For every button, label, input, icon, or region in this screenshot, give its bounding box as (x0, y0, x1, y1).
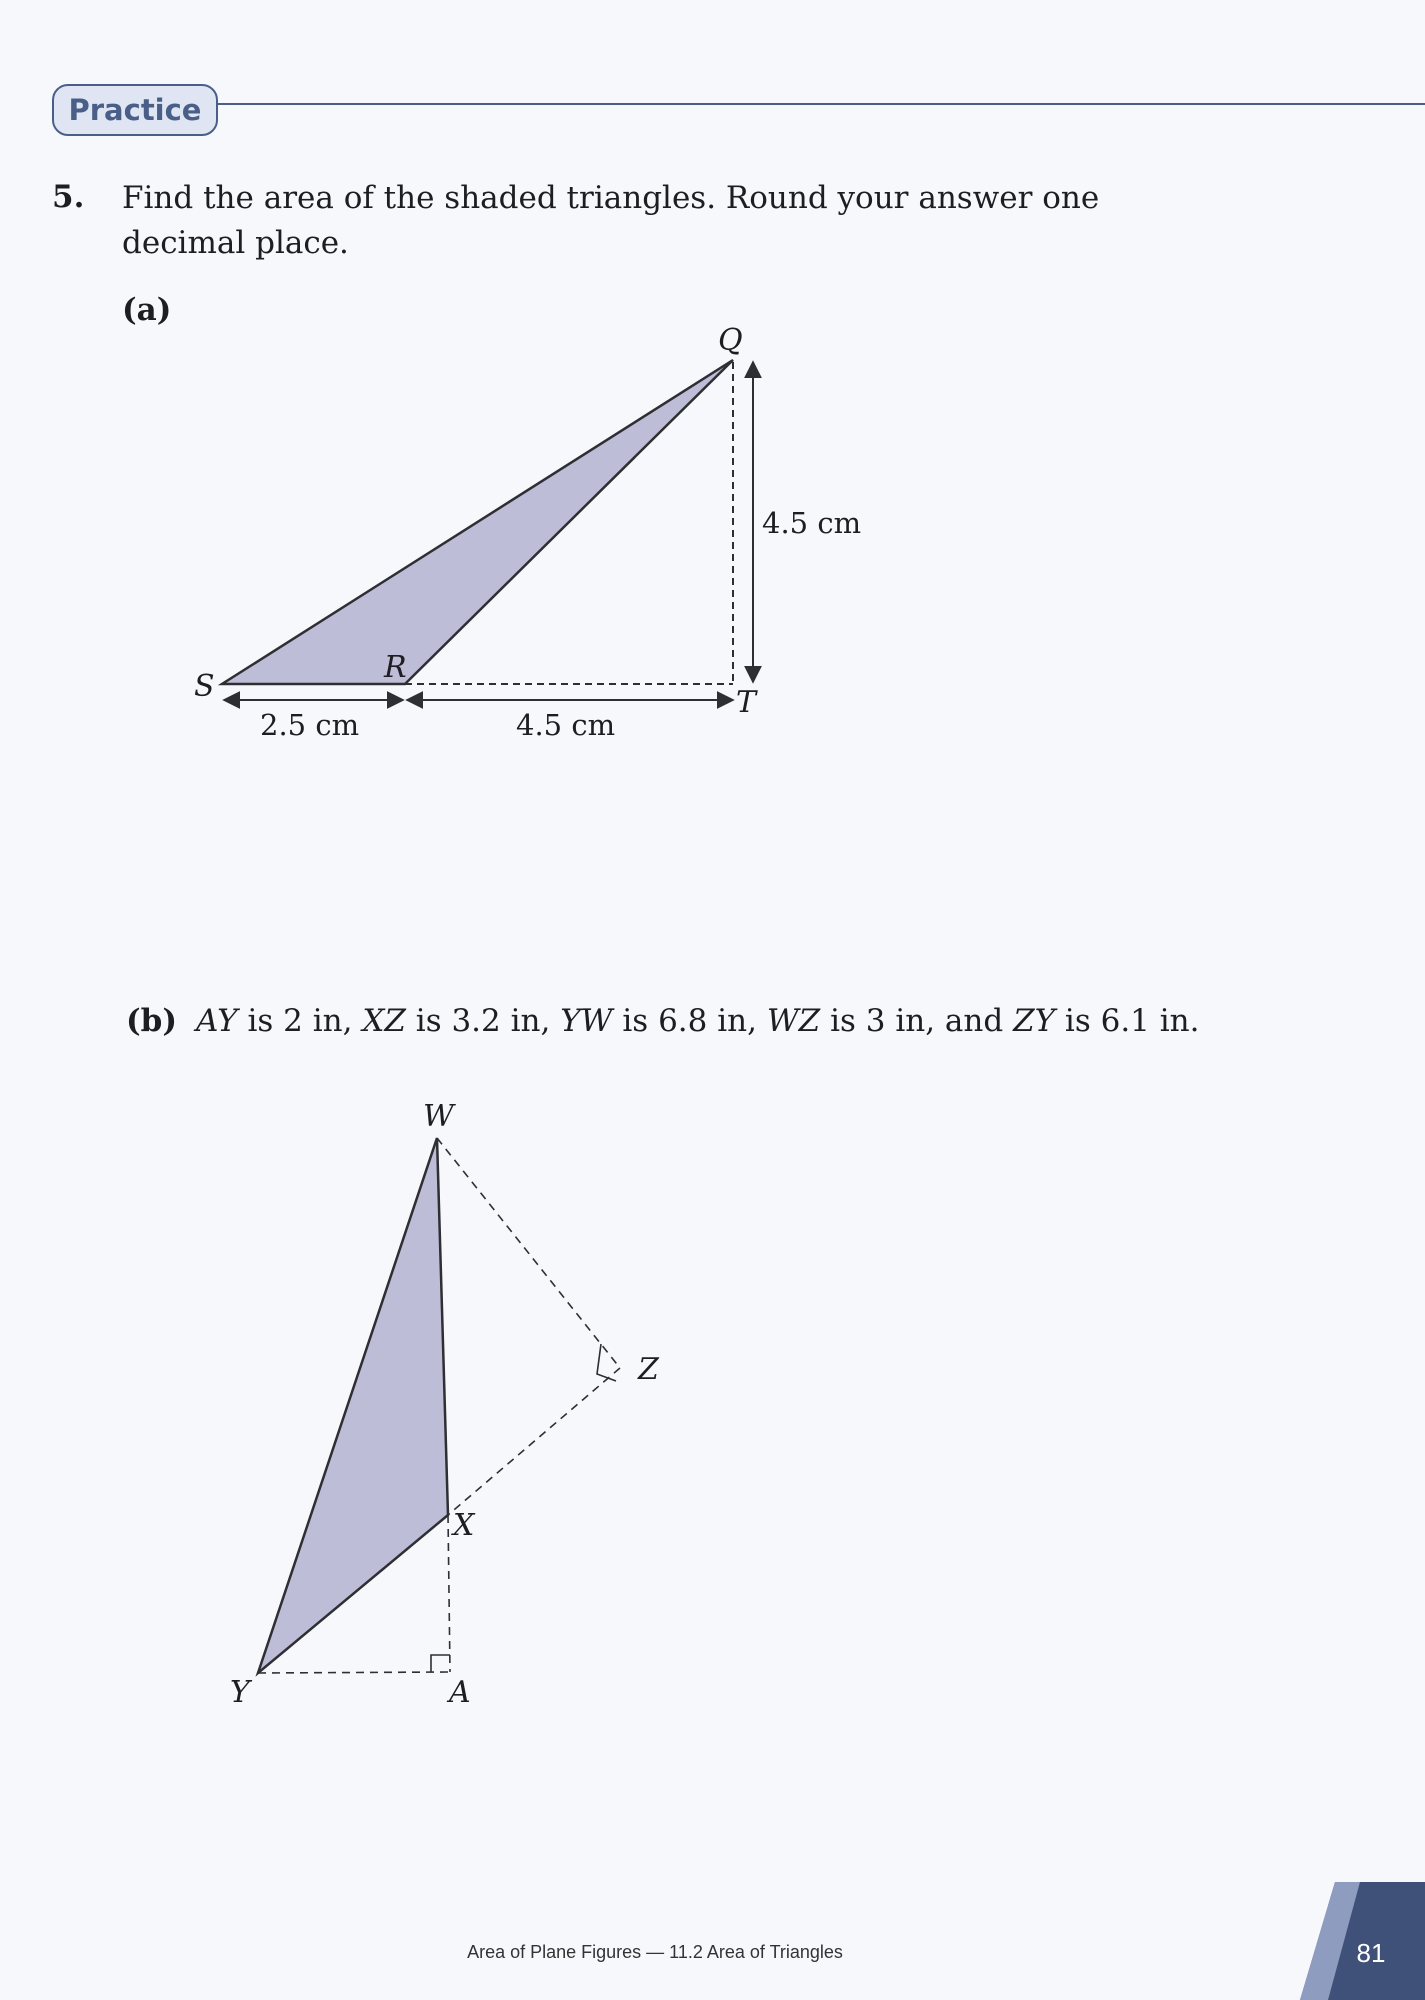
part-b-text: AY is 2 in, XZ is 3.2 in, YW is 6.8 in, WZ is 3 in, and ZY is 6.1 in. (196, 1003, 1200, 1039)
segment-yw: YW (560, 1003, 613, 1039)
point-label-z: Z (638, 1352, 659, 1387)
question-number: 5. (52, 179, 85, 215)
dashed-line-ya (258, 1672, 450, 1673)
dashed-line-xa (448, 1515, 450, 1672)
segment-zy: ZY (1013, 1003, 1056, 1039)
rt-length-label: 4.5 cm (516, 708, 616, 742)
point-label-a: A (449, 1675, 471, 1710)
segment-ay: AY (196, 1003, 238, 1039)
point-label-t: T (736, 685, 757, 720)
point-label-r: R (384, 650, 407, 685)
practice-badge: Practice (52, 84, 218, 136)
dashed-line-wz (437, 1138, 620, 1368)
part-a-label: (a) (122, 292, 172, 328)
part-b-label: (b) (126, 1003, 178, 1039)
point-label-x: X (453, 1508, 475, 1543)
sr-length-label: 2.5 cm (260, 708, 360, 742)
question-text: Find the area of the shaded triangles. Round your answer one decimal place. (122, 180, 1100, 261)
dashed-line-zx (448, 1368, 620, 1515)
segment-wz: WZ (766, 1003, 821, 1039)
right-angle-marker-a (431, 1655, 450, 1672)
point-label-q: Q (718, 323, 743, 358)
segment-xz: XZ (362, 1003, 406, 1039)
shaded-triangle-wxy (258, 1138, 448, 1673)
point-label-w: W (423, 1099, 454, 1134)
point-label-y: Y (230, 1675, 250, 1710)
right-angle-marker-z (597, 1344, 616, 1381)
point-label-s: S (194, 669, 215, 704)
page-number: 81 (1356, 1938, 1386, 1968)
footer-section-title: Area of Plane Figures — 11.2 Area of Triangles (467, 1942, 843, 1962)
height-label: 4.5 cm (762, 506, 862, 540)
